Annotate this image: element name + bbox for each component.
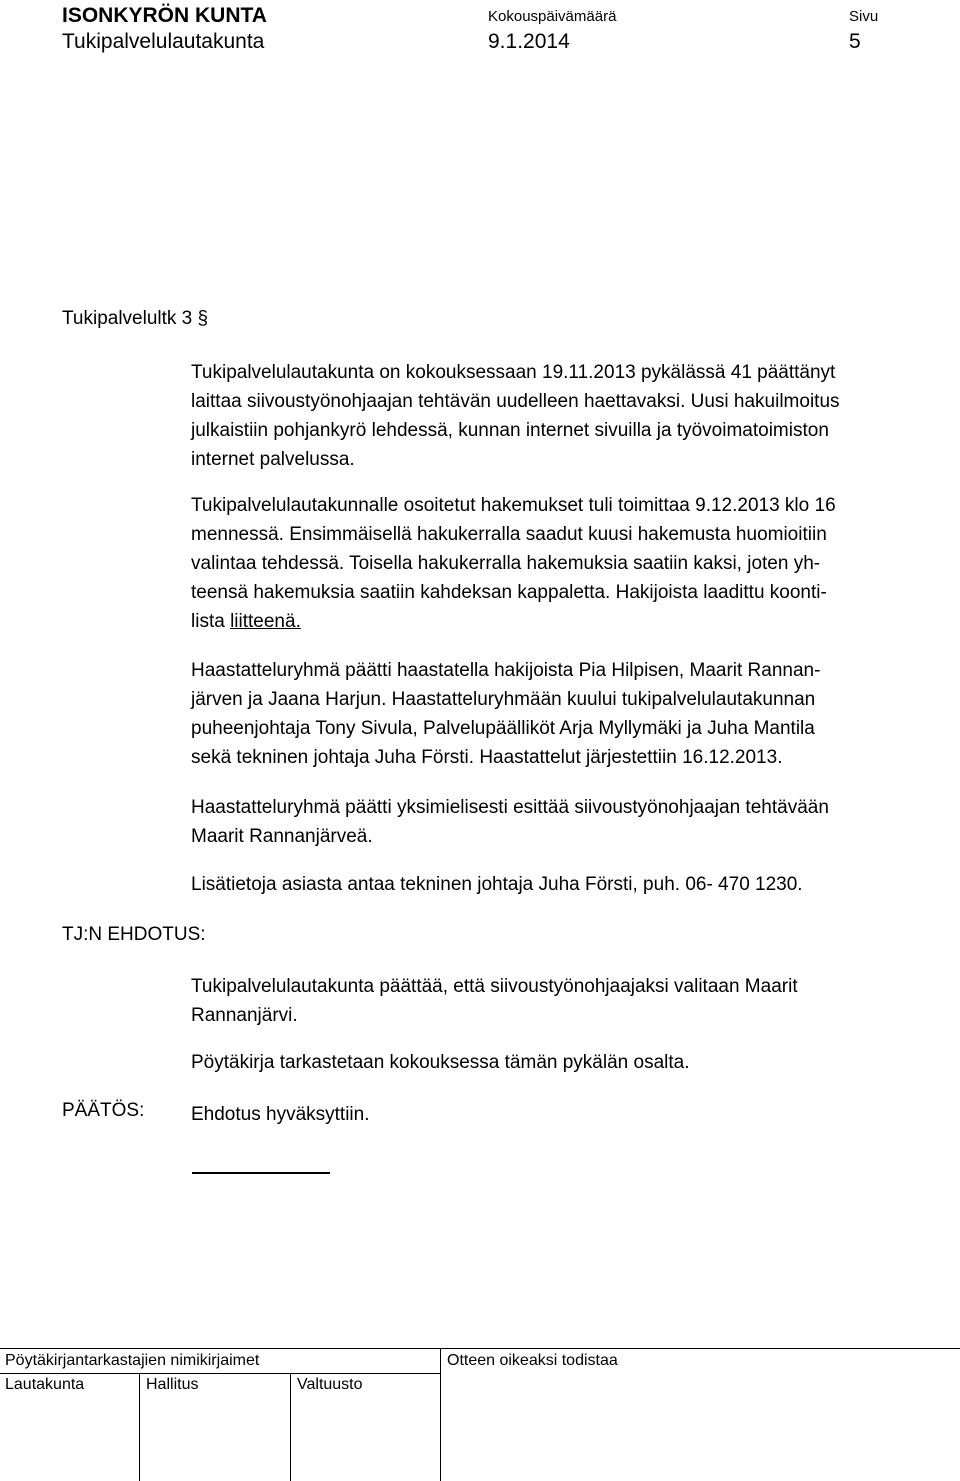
decision-text xyxy=(191,1100,911,1129)
paragraph-line: Tukipalvelulautakunta on kokouksessaan 19.11.2013 pykälässä 41 päättänyt xyxy=(191,362,836,383)
footer-initials-label: Pöytäkirjantarkastajien nimikirjaimet xyxy=(5,1352,260,1369)
attachment-link[interactable]: liitteenä. xyxy=(230,611,301,632)
paragraph-line: mennessä. Ensimmäisellä hakukerralla saadut kuusi hakemusta huomioitiin xyxy=(191,524,827,545)
paragraph-line: valintaa tehdessä. Toisella hakukerralla hakemuksia saatiin kaksi, joten yh- xyxy=(191,553,821,574)
page-number: 5 xyxy=(849,30,861,53)
paragraph-line: Pöytäkirja tarkastetaan kokouksessa tämän pykälän osalta. xyxy=(191,1052,690,1073)
paragraph-applications xyxy=(191,491,911,636)
decision-label: PÄÄTÖS: xyxy=(62,1100,145,1121)
paragraph-line-text: lista xyxy=(191,611,231,632)
board-name: Tukipalvelulautakunta xyxy=(62,30,265,53)
paragraph-line: julkaistiin pohjankyrö lehdessä, kunnan internet sivuilla ja työvoimatoimiston xyxy=(191,420,829,441)
paragraph-line: puheenjohtaja Tony Sivula, Palvelupäälliköt Arja Myllymäki ja Juha Mantila xyxy=(191,718,815,739)
paragraph-line: laittaa siivoustyönohjaajan tehtävän uudelleen haettavaksi. Uusi hakuilmoitus xyxy=(191,391,840,412)
paragraph-line: Tukipalvelulautakunnalle osoitetut hakemukset tuli toimittaa 9.12.2013 klo 16 xyxy=(191,495,836,516)
paragraph-line xyxy=(191,607,911,636)
signature-line xyxy=(192,1172,330,1174)
review-note xyxy=(191,1048,911,1077)
paragraph-background xyxy=(191,358,911,474)
footer-col-hallitus: Hallitus xyxy=(146,1376,199,1393)
footer-col-lautakunta: Lautakunta xyxy=(5,1376,85,1393)
paragraph-interviews xyxy=(191,656,911,772)
paragraph-line: Maarit Rannanjärveä. xyxy=(191,826,373,847)
footer-column-divider xyxy=(290,1373,291,1481)
proposal-label: TJ:N EHDOTUS: xyxy=(62,924,206,945)
footer-col-valtuusto: Valtuusto xyxy=(297,1376,363,1393)
paragraph-line: Haastatteluryhmä päätti haastatella hakijoista Pia Hilpisen, Maarit Rannan- xyxy=(191,660,821,681)
footer-signature-table xyxy=(0,1348,960,1481)
paragraph-line: Rannanjärvi. xyxy=(191,1005,298,1026)
paragraph-line: sekä tekninen johtaja Juha Försti. Haastattelut järjestettiin 16.12.2013. xyxy=(191,747,783,768)
footer-column-divider xyxy=(139,1373,140,1481)
page-label: Sivu xyxy=(849,8,879,25)
footer-top-border xyxy=(0,1348,960,1349)
meeting-date-label: Kokouspäivämäärä xyxy=(488,8,617,25)
footer-column-divider xyxy=(440,1348,441,1481)
paragraph-line: Haastatteluryhmä päätti yksimielisesti esittää siivoustyönohjaajan tehtävään xyxy=(191,797,829,818)
proposal-text xyxy=(191,972,911,1030)
paragraph-line: internet palvelussa. xyxy=(191,449,355,470)
paragraph-line: teensä hakemuksia saatiin kahdeksan kappaletta. Hakijoista laadittu koonti- xyxy=(191,582,827,603)
paragraph-recommendation xyxy=(191,793,911,851)
meeting-date: 9.1.2014 xyxy=(488,30,570,53)
organization-name: ISONKYRÖN KUNTA xyxy=(62,4,267,27)
footer-inner-border xyxy=(0,1373,440,1374)
paragraph-contact xyxy=(191,870,911,899)
footer-copy-label: Otteen oikeaksi todistaa xyxy=(447,1352,618,1369)
paragraph-line: Tukipalvelulautakunta päättää, että siivoustyönohjaajaksi valitaan Maarit xyxy=(191,976,798,997)
paragraph-line: Ehdotus hyväksyttiin. xyxy=(191,1104,370,1125)
paragraph-line: järven ja Jaana Harjun. Haastatteluryhmään kuului tukipalvelulautakunnan xyxy=(191,689,816,710)
section-title: Tukipalvelultk 3 § xyxy=(62,308,209,329)
paragraph-line: Lisätietoja asiasta antaa tekninen johtaja Juha Försti, puh. 06- 470 1230. xyxy=(191,874,803,895)
